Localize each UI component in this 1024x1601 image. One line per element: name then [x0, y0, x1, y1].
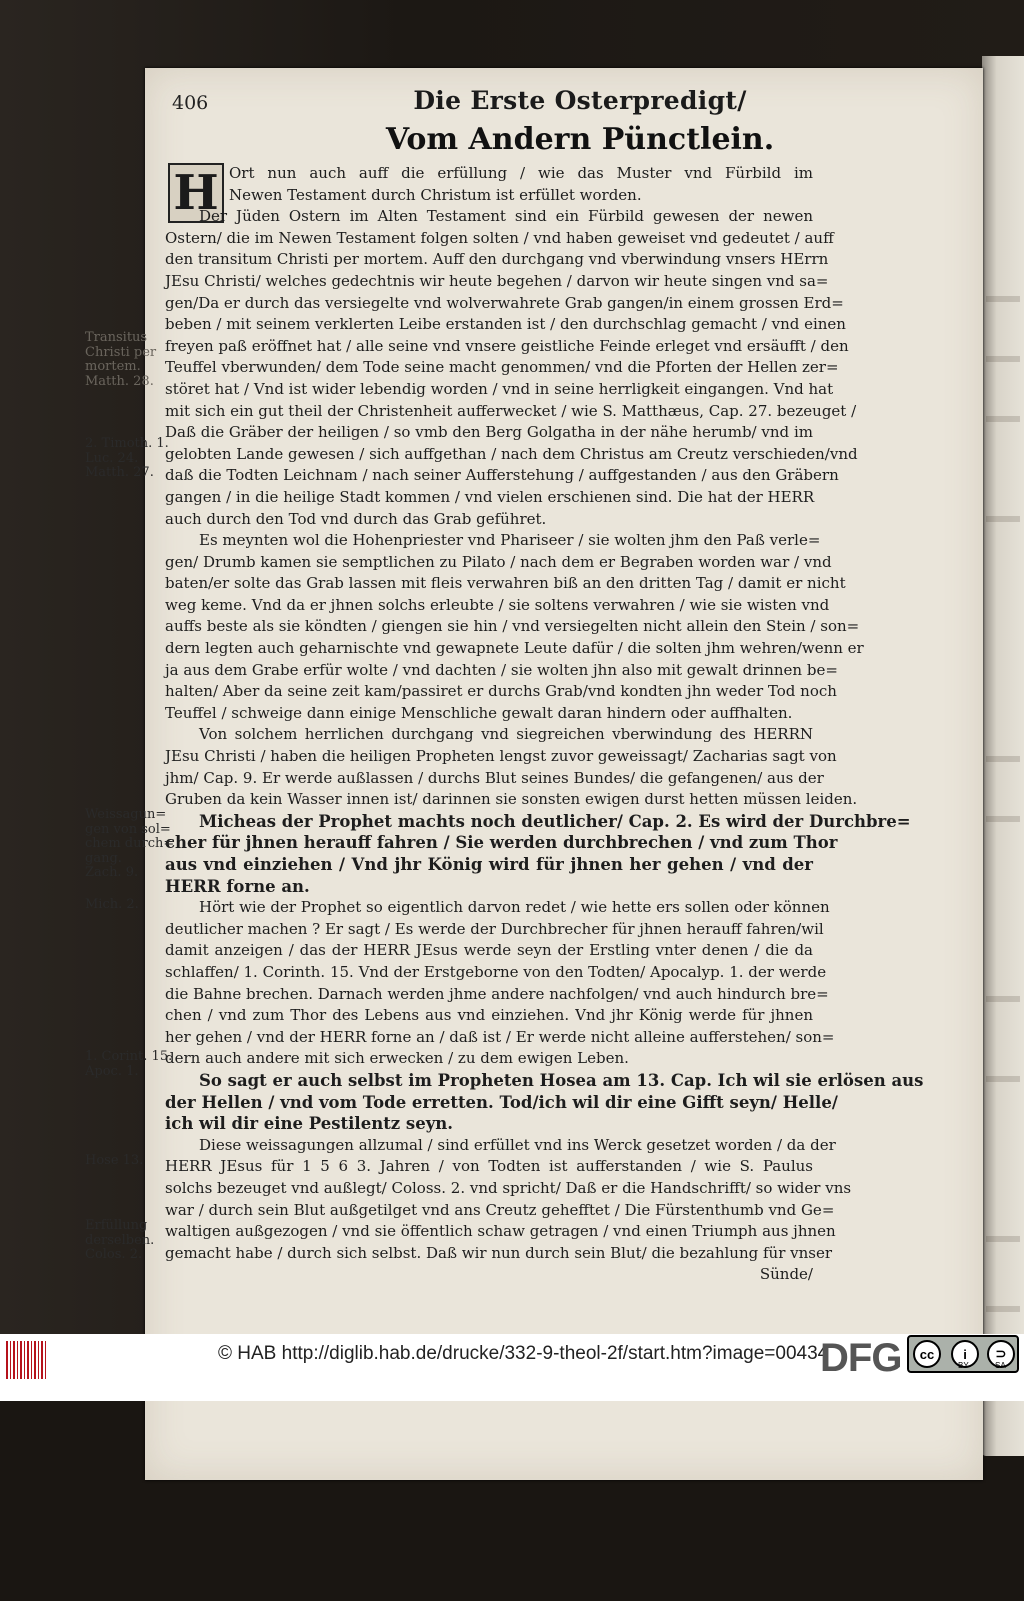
- text-line: aus vnd einziehen / Vnd jhr König wird für jhnen her gehen / vnd der: [165, 855, 813, 874]
- margin-line: chem durch=: [85, 836, 175, 851]
- margin-note-transitus: [85, 331, 165, 389]
- next-page-edge: [982, 56, 1024, 1456]
- margin-line: gen von sol=: [85, 821, 171, 837]
- text-line: auffs beste als sie köndten / giengen sie hin / vnd versiegelten nicht allein den Stein / son=: [165, 617, 860, 636]
- text-line: der Hellen / vnd vom Tode erretten. Tod/ich wil dir eine Gifft seyn/ Helle/: [165, 1092, 838, 1112]
- margin-note-erfullung: [85, 1219, 165, 1263]
- text-line: HERR forne an.: [165, 876, 310, 896]
- margin-line: Erfüllung: [85, 1218, 148, 1233]
- margin-line: 1. Corint. 15.: [85, 1049, 173, 1064]
- text-line: war / durch sein Blut außgetilget vnd ans Creutz gehefftet / Die Fürstenthumb vnd Ge=: [165, 1200, 835, 1219]
- text-line: So sagt er auch selbst im Propheten Hosea am 13. Cap. Ich wil sie erlösen aus: [199, 1070, 924, 1090]
- ghost-text: [986, 416, 1020, 422]
- text-line: gelobten Lande gewesen / sich auffgethan / nach dem Christus am Creutz verschieden/vnd: [165, 444, 858, 463]
- text-line: beben / mit seinem verklerten Leibe erstanden ist / den durchschlag gemacht / vnd einen: [165, 315, 846, 334]
- margin-line: Zach. 9.: [85, 865, 139, 880]
- margin-line: Transitus: [85, 330, 148, 345]
- margin-line: 2. Timoth. 1.: [85, 436, 169, 451]
- text-line: waltigen außgezogen / vnd sie öffentlich schaw getragen / vnd einen Triumph aus jhnen: [165, 1222, 836, 1241]
- text-line: dern legten auch geharnischte vnd gewapnete Leute dafür / die solten jhm wehren/wenn er: [165, 639, 864, 658]
- text-line: auch durch den Tod vnd durch das Grab geführet.: [165, 509, 547, 528]
- margin-line: Colos. 2.: [85, 1247, 143, 1262]
- text-line: halten/ Aber da seine zeit kam/passiret er durchs Grab/vnd kondten jhn weder Tod noch: [165, 682, 837, 701]
- text-line: gen/ Drumb kamen sie semptlichen zu Pilato / nach dem er Begraben worden war / vnd: [165, 552, 832, 571]
- text-line: weg keme. Vnd da er jhnen solchs erleubte / sie soltens verwahren / wie sie wisten vnd: [165, 595, 830, 614]
- text-line: mit sich ein gut theil der Christenheit aufferwecket / wie S. Matthæus, Cap. 27. bezeuget /: [165, 401, 857, 420]
- ghost-text: [986, 516, 1020, 522]
- text-line: freyen paß eröffnet hat / alle seine vnd vnsere geistliche Feinde erleget vnd ersäufft / den: [165, 336, 849, 355]
- text-line: gangen / in die heilige Stadt kommen / vnd vielen erschienen sind. Die hat der HERR: [165, 487, 815, 506]
- margin-line: Christi per: [85, 344, 157, 360]
- page-number: 406: [172, 92, 209, 114]
- text-line: jhm/ Cap. 9. Er werde außlassen / durchs Blut seines Bundes/ die gefangenen/ aus der: [165, 768, 824, 787]
- text-line: dern auch andere mit sich erwecken / zu dem ewigen Leben.: [165, 1049, 629, 1068]
- text-line: den transitum Christi per mortem. Auff den durchgang vnd vberwindung vnsers HErrn: [165, 250, 829, 269]
- ghost-text: [986, 1306, 1020, 1312]
- text-line: Der Jüden Ostern im Alten Testament sind ein Fürbild gewesen der newen: [199, 207, 813, 226]
- text-line: Hört wie der Prophet so eigentlich darvon redet / wie hette ers sollen oder können: [199, 898, 830, 917]
- ghost-text: [986, 1076, 1020, 1082]
- margin-note-timoth: [85, 436, 169, 481]
- text-line: Teuffel / schweige dann einige Menschliche gewalt daran hindern oder auffhalten.: [165, 703, 793, 722]
- cc-license-badge[interactable]: [907, 1335, 1019, 1373]
- text-line: ich wil dir eine Pestilentz seyn.: [165, 1114, 454, 1134]
- margin-line: Luc. 24.: [85, 450, 139, 466]
- text-line: ja aus dem Grabe erfür wolte / vnd dachten / sie wolten jhn also mit gewalt drinnen be=: [165, 660, 838, 679]
- hab-barcode-logo: [6, 1341, 46, 1379]
- margin-note-weissagungen: [85, 807, 175, 881]
- cc-sa-label: SA: [995, 1361, 1006, 1370]
- cc-icon: cc: [913, 1340, 941, 1368]
- text-line: Micheas der Prophet machts noch deutlicher/ Cap. 2. Es wird der Durchbre=: [199, 811, 911, 831]
- ghost-text: [986, 1236, 1020, 1242]
- cc-by-label: BY: [958, 1361, 969, 1370]
- margin-line: Weissagun=: [85, 807, 167, 822]
- text-line: damit anzeigen / das der HERR JEsus werde seyn der Erstling vnter denen / die da: [165, 941, 813, 960]
- ghost-text: [986, 756, 1020, 762]
- ghost-text: [986, 296, 1020, 302]
- text-line: Ostern/ die im Newen Testament folgen solten / vnd haben geweiset vnd gedeutet / auff: [165, 228, 834, 247]
- text-line: baten/er solte das Grab lassen mit fleis verwahren biß an den dritten Tag / damit er nicht: [165, 574, 846, 593]
- body-text: [165, 163, 924, 1286]
- text-line: Gruben da kein Wasser innen ist/ darinnen sie sonsten ewigen durst hetten müssen leiden.: [165, 790, 858, 809]
- text-line: deutlicher machen ? Er sagt / Es werde der Durchbrecher für jhnen herauff fahren/wil: [165, 919, 824, 938]
- share-alike-icon: ⊃: [987, 1340, 1015, 1368]
- text-line: Newen Testament durch Christum ist erfüllet worden.: [229, 185, 642, 204]
- text-line: cher für jhnen herauff fahren / Sie werden durchbrechen / vnd zum Thor: [165, 833, 838, 853]
- text-line: Ort nun auch auff die erfüllung / wie das Muster vnd Fürbild im: [229, 164, 813, 182]
- text-line: Teuffel vberwunden/ dem Tode seine macht genommen/ vnd die Pforten der Hellen zer=: [165, 358, 839, 377]
- ghost-text: [986, 356, 1020, 362]
- text-line: Sünde/: [759, 1265, 813, 1284]
- running-head: Die Erste Osterpredigt/: [413, 86, 747, 115]
- section-heading: Vom Andern Pünctlein.: [385, 122, 775, 157]
- margin-line: Matth. 28.: [85, 373, 154, 389]
- text-line: schlaffen/ 1. Corinth. 15. Vnd der Erstgeborne von den Todten/ Apocalyp. 1. der werde: [165, 962, 827, 981]
- text-line: solchs bezeuget vnd außlegt/ Coloss. 2. vnd spricht/ Daß er die Handschrifft/ so wider vns: [165, 1178, 852, 1197]
- margin-note-mich: [85, 898, 165, 913]
- dfg-logo[interactable]: DFG: [820, 1336, 902, 1380]
- text-line: chen / vnd zum Thor des Lebens aus vnd einziehen. Vnd jhr König werde für jhnen: [165, 1006, 813, 1025]
- text-line: her gehen / vnd der HERR forne an / daß ist / Er werde nicht alleine aufferstehen/ son=: [165, 1027, 835, 1046]
- text-line: störet hat / Vnd ist wider lebendig worden / vnd in seine herrligkeit eingangen. Vnd hat: [165, 379, 834, 398]
- text-line: Von solchem herrlichen durchgang vnd siegreichen vberwindung des HERRN: [199, 725, 813, 744]
- text-line: JEsu Christi / haben die heiligen Propheten lengst zuvor geweissagt/ Zacharias sagt von: [165, 747, 837, 766]
- text-line: daß die Todten Leichnam / nach seiner Aufferstehung / auffgestanden / aus den Gräbern: [165, 466, 839, 485]
- margin-line: Hose 13.: [85, 1153, 144, 1168]
- margin-line: Matth. 27.: [85, 465, 154, 480]
- margin-line: Mich. 2.: [85, 897, 139, 912]
- text-line: Daß die Gräber der heiligen / so vmb den Berg Golgatha in der nähe herumb/ vnd im: [165, 423, 813, 442]
- text-line: gen/Da er durch das versiegelte vnd wolverwahrete Grab gangen/in einem grossen Erd=: [165, 293, 844, 312]
- text-line: Diese weissagungen allzumal / sind erfüllet vnd ins Werck gesetzet worden / da der: [199, 1135, 836, 1154]
- margin-line: gang.: [85, 850, 122, 866]
- margin-line: Apoc. 1.: [85, 1063, 139, 1079]
- ghost-text: [986, 816, 1020, 822]
- text-line: die Bahne brechen. Darnach werden jhme andere nachfolgen/ vnd auch hindurch bre=: [165, 984, 829, 1003]
- attribution-icon: i: [951, 1340, 979, 1368]
- drop-cap-initial: H: [168, 163, 224, 223]
- source-url[interactable]: © HAB http://diglib.hab.de/drucke/332-9-theol-2f/start.htm?image=00434: [218, 1343, 829, 1364]
- text-line: HERR JEsus für 1 5 6 3. Jahren / von Todten ist aufferstanden / wie S. Paulus: [165, 1157, 813, 1176]
- text-line: gemacht habe / durch sich selbst. Daß wir nun durch sein Blut/ die bezahlung für vnser: [165, 1243, 833, 1262]
- text-line: JEsu Christi/ welches gedechtnis wir heute begehen / darvon wir heute singen vnd sa=: [165, 271, 829, 290]
- margin-line: mortem.: [85, 359, 141, 374]
- margin-note-corint: [85, 1049, 173, 1079]
- margin-line: derselben.: [85, 1232, 155, 1248]
- margin-note-hose: [85, 1154, 165, 1169]
- ghost-text: [986, 996, 1020, 1002]
- text-line: Es meynten wol die Hohenpriester vnd Phariseer / sie wolten jhm den Paß verle=: [199, 531, 821, 550]
